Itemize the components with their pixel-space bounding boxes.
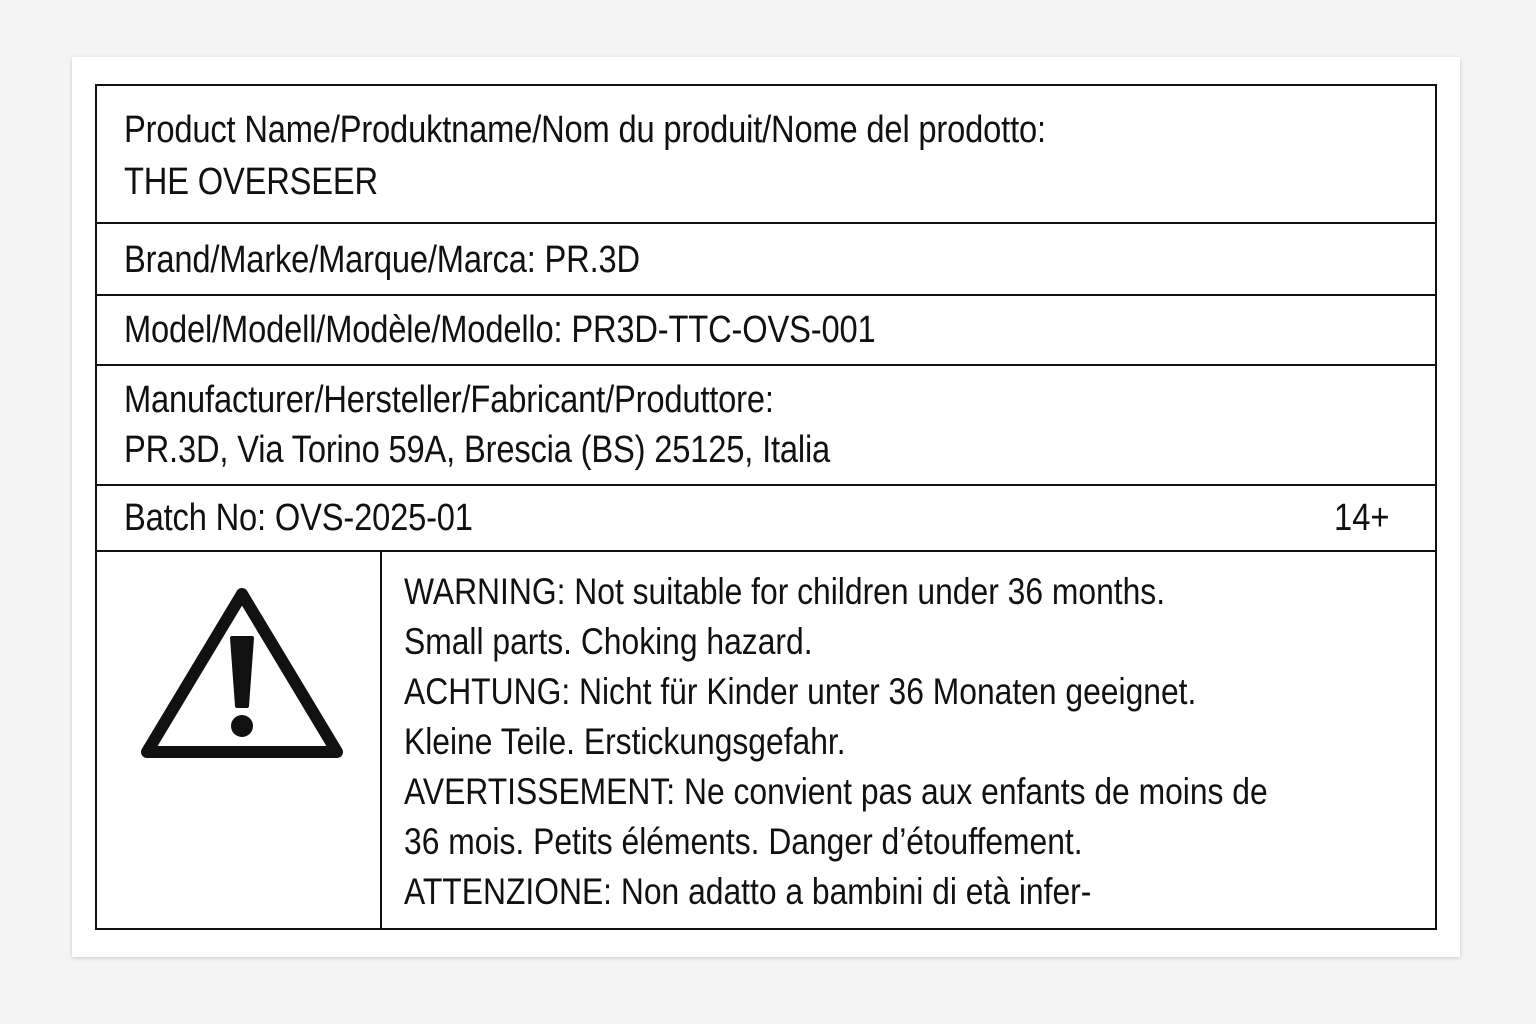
manufacturer-address: PR.3D, Via Torino 59A, Brescia (BS) 25125, Italia — [124, 429, 831, 471]
warning-triangle-icon — [139, 586, 345, 762]
warning-line-de-2: Kleine Teile. Erstickungsgefahr. — [404, 721, 846, 762]
warning-icon-cell — [97, 552, 382, 928]
product-name-label: Product Name/Produktname/Nom du produit/Nome del prodotto: — [124, 109, 1046, 151]
warning-line-en-1: WARNING: Not suitable for children under 36 months. — [404, 571, 1166, 612]
product-name-value: THE OVERSEER — [124, 161, 378, 203]
model-text: Model/Modell/Modèle/Modello: PR3D-TTC-OVS-001 — [124, 309, 876, 351]
product-label — [95, 84, 1437, 930]
warning-line-it-1: ATTENZIONE: Non adatto a bambini di età infer- — [404, 871, 1092, 912]
model-section — [97, 296, 1435, 366]
warning-section — [97, 552, 1435, 928]
batch-section — [97, 486, 1435, 552]
age-rating: 14+ — [1333, 497, 1389, 539]
product-name-section — [97, 86, 1435, 224]
brand-section — [97, 224, 1435, 296]
warning-line-fr-2: 36 mois. Petits éléments. Danger d’étouffement. — [404, 821, 1083, 862]
warning-line-en-2: Small parts. Choking hazard. — [404, 621, 813, 662]
brand-text: Brand/Marke/Marque/Marca: PR.3D — [124, 239, 640, 281]
manufacturer-section — [97, 366, 1435, 486]
batch-number: Batch No: OVS-2025-01 — [124, 497, 473, 539]
manufacturer-label: Manufacturer/Hersteller/Fabricant/Produttore: — [124, 379, 774, 421]
warning-text — [404, 567, 1408, 917]
warning-line-de-1: ACHTUNG: Nicht für Kinder unter 36 Monaten geeignet. — [404, 671, 1197, 712]
warning-line-fr-1: AVERTISSEMENT: Ne convient pas aux enfants de moins de — [404, 771, 1268, 812]
